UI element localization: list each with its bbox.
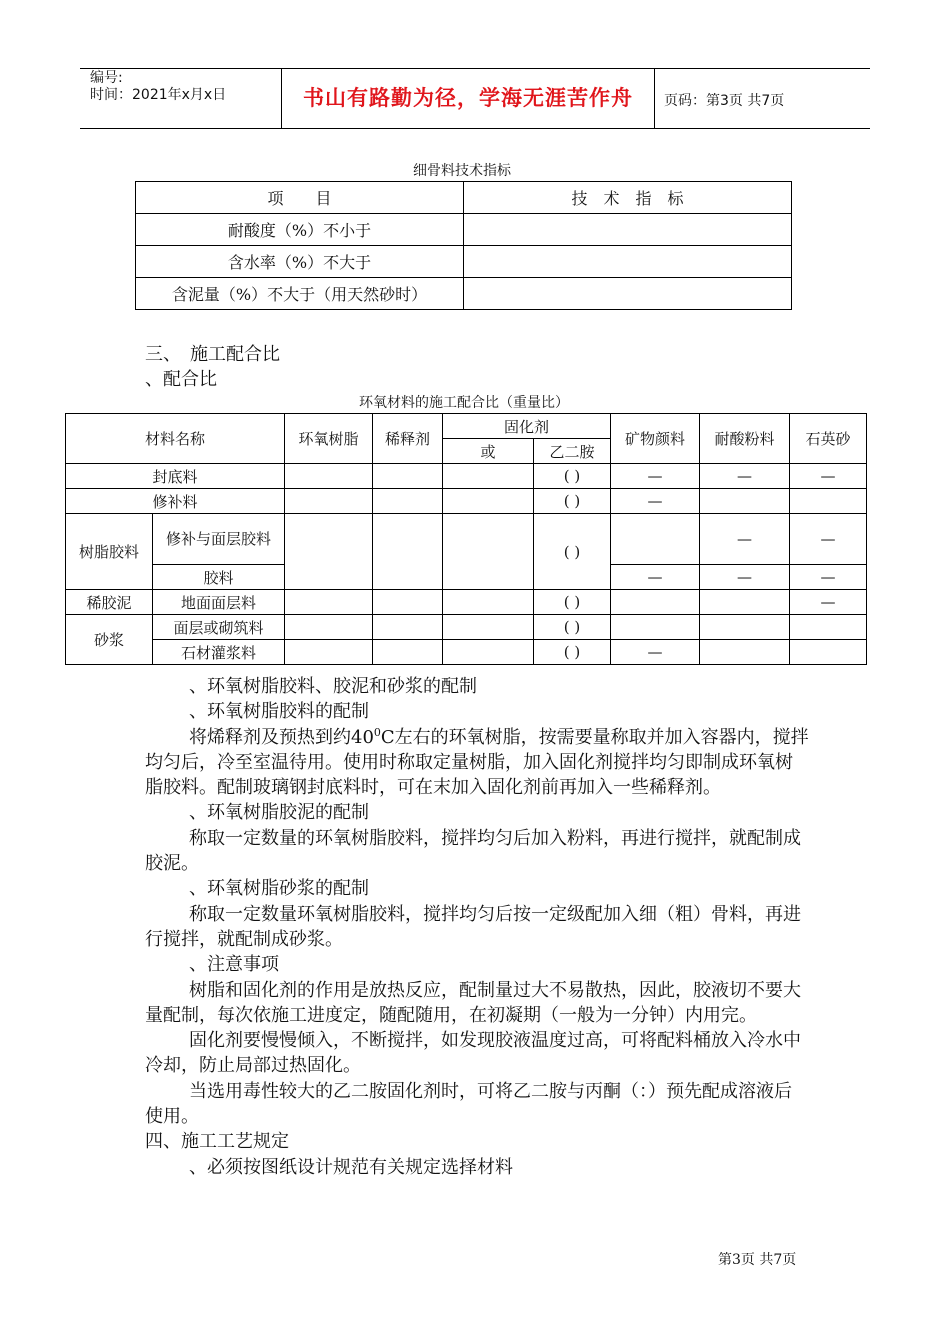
row-label: 地面面层料 [153, 590, 285, 615]
cell [611, 615, 700, 640]
table1-cell [464, 214, 792, 246]
doc-code-label: 编号: [90, 70, 123, 86]
header-motto: 书山有路勤为径，学海无涯苦作舟 [303, 86, 633, 110]
degree-superscript: 0 [373, 725, 381, 739]
cell [790, 489, 867, 514]
cell-dash: — [611, 640, 700, 665]
header-mineral-pigment: 矿物颜料 [611, 414, 700, 464]
row-group-label: 砂浆 [66, 615, 153, 665]
doc-time-label: 时间：2021年x月x日 [90, 87, 227, 103]
table1-header-spec: 技 术 指 标 [464, 182, 792, 214]
header-epoxy-resin: 环氧树脂 [285, 414, 373, 464]
row-label: 修补料 [66, 489, 285, 514]
paragraph: 固化剂要慢慢倾入，不断搅拌，如发现胶液温度过高，可将配料桶放入冷水中冷却，防止局部过热固化。 [145, 1030, 801, 1077]
header-diluent: 稀释剂 [373, 414, 443, 464]
table1-caption: 细骨料技术指标 [413, 163, 511, 179]
cell-dash: — [611, 464, 700, 489]
paragraph: 树脂和固化剂的作用是放热反应，配制量过大不易散热，因此，胶液切不要大量配制，每次依施工进度定，随配随用，在初凝期（一般为一分钟）内用完。 [145, 979, 801, 1026]
cell [700, 615, 790, 640]
paragraph-heading: 、环氧树脂砂浆的配制 [189, 878, 369, 900]
cell [373, 489, 443, 514]
cell [373, 464, 443, 489]
paragraph-heading: 、注意事项 [189, 954, 279, 976]
header-bottom-rule [80, 128, 870, 129]
row-label: 胶料 [153, 565, 285, 590]
body-text [145, 674, 809, 1180]
cell [443, 615, 534, 640]
header-eda: 乙二胺 [534, 439, 611, 464]
row-label: 封底料 [66, 464, 285, 489]
cell [373, 590, 443, 615]
cell [611, 514, 700, 565]
header-material-name: 材料名称 [66, 414, 285, 464]
cell [700, 640, 790, 665]
fine-aggregate-table [135, 181, 792, 310]
paragraph-heading: 、环氧树脂胶料、胶泥和砂浆的配制 [189, 676, 477, 697]
table1-cell [464, 246, 792, 278]
cell [373, 640, 443, 665]
paragraph-heading: 、环氧树脂胶泥的配制 [189, 802, 369, 824]
cell [611, 590, 700, 615]
cell-dash: — [611, 489, 700, 514]
table2-caption: 环氧材料的施工配合比（重量比） [359, 395, 569, 411]
subsection-heading: 、配合比 [145, 369, 217, 390]
paragraph: 当选用毒性较大的乙二胺固化剂时，可将乙二胺与丙酮（：）预先配成溶液后使用。 [145, 1080, 792, 1128]
table1-cell [464, 278, 792, 310]
cell [285, 640, 373, 665]
cell [285, 514, 373, 590]
cell [790, 615, 867, 640]
cell-dash: — [700, 464, 790, 489]
cell-paren: ( ) [534, 514, 611, 590]
header-meta [90, 70, 226, 104]
cell-paren: ( ) [534, 615, 611, 640]
section-heading: 三、 施工配合比 [145, 344, 280, 365]
cell-dash: — [700, 565, 790, 590]
table1-header-item: 项 目 [136, 182, 464, 214]
mix-ratio-table [65, 413, 867, 665]
cell-paren: ( ) [534, 489, 611, 514]
cell [443, 514, 534, 590]
cell-dash: — [700, 514, 790, 565]
cell-dash: — [611, 565, 700, 590]
cell [443, 640, 534, 665]
table1-row-label: 含泥量（%）不大于（用天然砂时） [136, 278, 464, 310]
row-group-label: 树脂胶料 [66, 514, 153, 590]
row-label: 面层或砌筑料 [153, 615, 285, 640]
header-acid-powder: 耐酸粉料 [700, 414, 790, 464]
cell [285, 489, 373, 514]
cell-dash: — [790, 464, 867, 489]
paragraph-heading: 、环氧树脂胶料的配制 [189, 701, 369, 723]
row-label: 石材灌浆料 [153, 640, 285, 665]
cell [285, 615, 373, 640]
cell [373, 615, 443, 640]
cell [285, 590, 373, 615]
cell [700, 489, 790, 514]
header-divider [654, 68, 655, 129]
paragraph-heading: 、必须按图纸设计规范有关规定选择材料 [189, 1156, 513, 1178]
footer-page-number: 第3页 共7页 [718, 1252, 797, 1268]
section-heading: 四、施工工艺规定 [145, 1131, 289, 1153]
paragraph: 称取一定数量环氧树脂胶料，搅拌均匀后按一定级配加入细（粗）骨料，再进行搅拌，就配制成砂浆。 [145, 903, 801, 950]
row-group-label: 稀胶泥 [66, 590, 153, 615]
row-label: 修补与面层胶料 [153, 514, 285, 565]
table1-row-label: 含水率（%）不大于 [136, 246, 464, 278]
paragraph: 称取一定数量的环氧树脂胶料，搅拌均匀后加入粉料，再进行搅拌，就配制成胶泥。 [145, 827, 801, 875]
header-page-number: 页码：第3页 共7页 [664, 93, 785, 109]
table1-row-label: 耐酸度（%）不小于 [136, 214, 464, 246]
paragraph [145, 725, 809, 801]
cell-paren: ( ) [534, 464, 611, 489]
header-top-rule [80, 68, 870, 69]
cell-dash: — [790, 514, 867, 565]
header-or: 或 [443, 439, 534, 464]
cell-dash: — [790, 590, 867, 615]
paragraph-text: 将烯释剂及预热到约40 [189, 726, 374, 748]
cell [700, 590, 790, 615]
cell-paren: ( ) [534, 640, 611, 665]
header-curing-agent: 固化剂 [443, 414, 611, 439]
cell [443, 489, 534, 514]
cell-dash: — [790, 565, 867, 590]
cell-paren: ( ) [534, 590, 611, 615]
cell [443, 464, 534, 489]
paragraph-text: C左右的环氧树脂，按需要量称取并加入容器内，搅拌均匀后，冷至室温待用。使用时称取定量树脂，加入固化剂搅拌均匀即制成环氧树脂胶料。配制玻璃钢封底料时，可在末加入固化剂前再加入一些稀释剂。 [145, 726, 809, 799]
cell [373, 514, 443, 590]
cell [443, 590, 534, 615]
header-quartz-sand: 石英砂 [790, 414, 867, 464]
cell [285, 464, 373, 489]
cell [790, 640, 867, 665]
